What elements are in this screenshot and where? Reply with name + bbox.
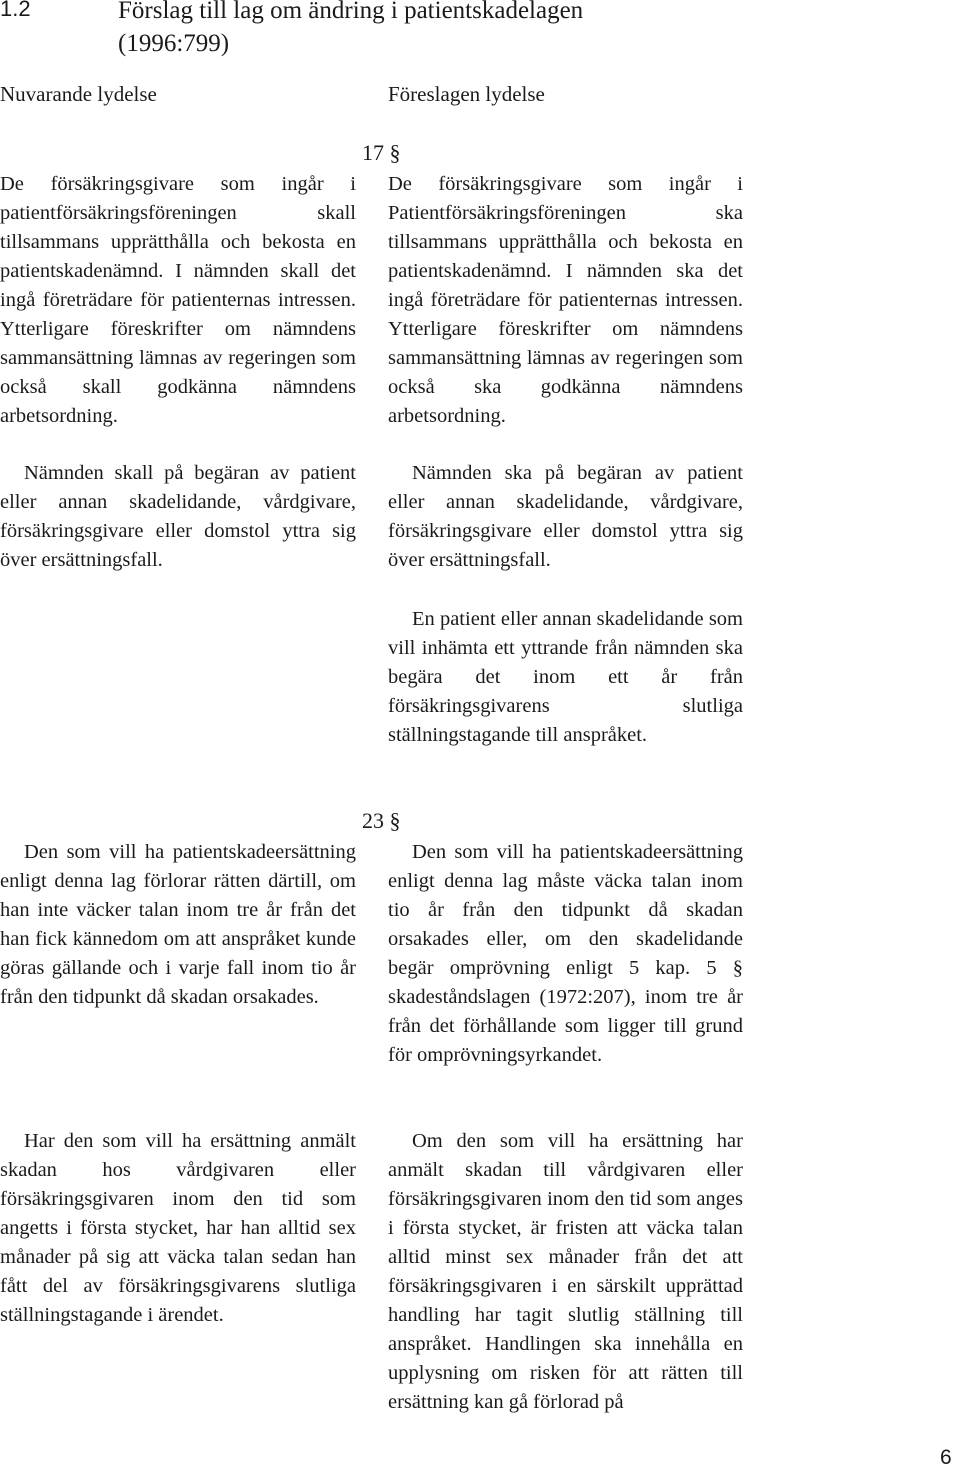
proposed-text-23-1: Den som vill ha patientskadeersättning enligt denna lag måste väcka talan inom tio år från den tidpunkt då skadan orsakades eller, om den skadelidande begär omprövning enligt 5 kap. 5 § skadeståndslagen (1972:207), inom tre år från det förhållande som ligger till grund för omprövningsyrkandet. (388, 841, 743, 1066)
current-text-17-2: Nämnden skall på begäran av patient eller annan skadelidande, vårdgivare, försäkringsgivare eller domstol yttra sig över ersättningsfall. (0, 462, 356, 571)
paragraph-sign-23: 23 § (362, 808, 401, 833)
section-title: Förslag till lag om ändring i patientskadelagen (1996:799) (118, 0, 584, 57)
page-number: 6 (940, 1446, 952, 1469)
column-header-current: Nuvarande lydelse (0, 82, 157, 106)
section-number: 1.2 (0, 0, 31, 21)
proposed-text-23-2: Om den som vill ha ersättning har anmält skadan till vårdgivaren eller försäkringsgivaren inom den tid som anges i första stycket, är fristen att väcka talan alltid minst sex månader från det att försäkringsgivaren i en särskilt upprättad handling har tagit slutlig ställning till anspråket. Handlingen ska innehålla en upplysning om risken för att rätten till ersättning kan gå förlorad på (388, 1130, 743, 1413)
current-text-17-1: De försäkringsgivare som ingår i patientförsäkringsföreningen skall tillsammans upprätthålla och bekosta en patientskadenämnd. I nämnden skall det ingå företrädare för patienternas intressen. Ytterligare föreskrifter om nämndens sammansättning lämnas av regeringen som också skall godkänna nämndens arbetsordning. (0, 173, 356, 427)
current-text-23-2: Har den som vill ha ersättning anmält skadan hos vårdgivaren eller försäkringsgivaren inom den tid som angetts i första stycket, har han alltid sex månader på sig att väcka talan sedan han fått del av försäkringsgivarens slutliga ställningstagande i ärendet. (0, 1130, 356, 1326)
proposed-text-17-3: En patient eller annan skadelidande som vill inhämta ett yttrande från nämnden ska begära det inom ett år från försäkringsgivarens slutliga ställningstagande till anspråket. (388, 608, 743, 746)
column-header-proposed: Föreslagen lydelse (388, 82, 545, 106)
proposed-text-17-2: Nämnden ska på begäran av patient eller annan skadelidande, vårdgivare, försäkringsgivare eller domstol yttra sig över ersättningsfall. (388, 462, 743, 571)
paragraph-sign-17: 17 § (362, 140, 401, 165)
proposed-text-17-1: De försäkringsgivare som ingår i Patientförsäkringsföreningen ska tillsammans upprätthålla och bekosta en patientskadenämnd. I nämnden ska det ingå företrädare för patienternas intressen. Ytterligare föreskrifter om nämndens sammansättning lämnas av regeringen som också ska godkänna nämndens arbetsordning. (388, 173, 743, 427)
current-text-23-1: Den som vill ha patientskadeersättning enligt denna lag förlorar rätten därtill, om han inte väcker talan inom tre år från det han fick kännedom om att anspråket kunde göras gällande och i varje fall inom tio år från den tidpunkt då skadan orsakades. (0, 841, 356, 1008)
